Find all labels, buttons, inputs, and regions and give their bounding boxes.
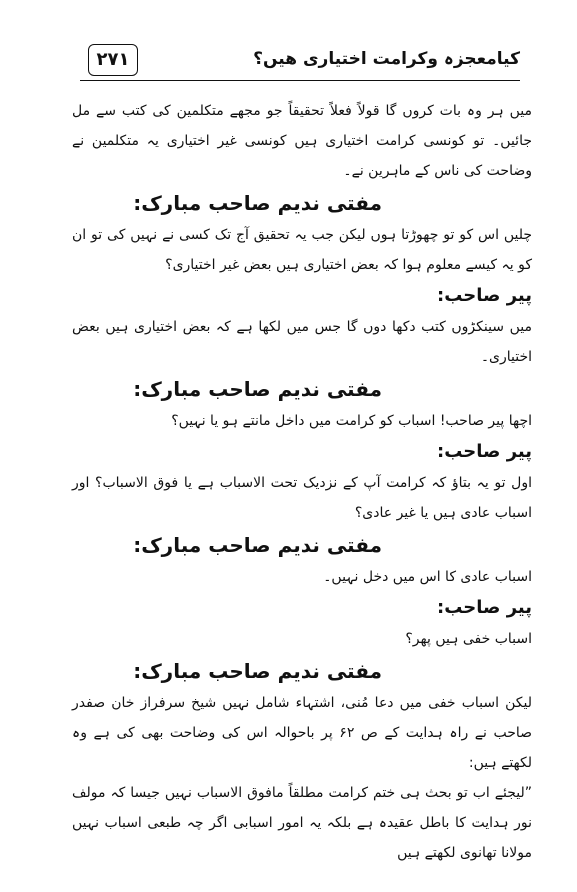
page-number: ۲۷۱ bbox=[88, 44, 138, 76]
speaker-heading: پیر صاحب: bbox=[437, 285, 532, 306]
speaker-heading: پیر صاحب: bbox=[437, 597, 532, 618]
speaker-heading: پیر صاحب: bbox=[437, 441, 532, 462]
page-body bbox=[72, 96, 532, 868]
paragraph: اسباب عادی کا اس میں دخل نہیں۔ bbox=[323, 569, 532, 585]
paragraph: میں ہر وہ بات کروں گا قولاً فعلاً تحقیقاً جو مجھے متکلمین کی کتب سے مل جائیں۔ تو کونسی کرامت اختیاری ہیں کونسی غیر اختیاری یہ متکلمین نے وضاحت کی ناس کے ماہرین نے۔ bbox=[72, 103, 532, 179]
page-header bbox=[80, 38, 520, 90]
running-title: کیامعجزہ وکرامت اختیاری ھیں؟ bbox=[253, 49, 520, 69]
paragraph: اچھا پیر صاحب! اسباب کو کرامت میں داخل مانتے ہو یا نہیں؟ bbox=[171, 413, 532, 429]
quotation: ”لیجئے اب تو بحث ہی ختم کرامت مطلقاً مافوق الاسباب نہیں جیسا کہ مولف نور ہدایت کا باطل عقیدہ ہے بلکہ یہ امور اسبابی اگر چہ طبعی اسباب نہیں مولانا تھانوی لکھتے ہیں bbox=[72, 785, 532, 861]
paragraph: چلیں اس کو تو چھوڑتا ہوں لیکن جب یہ تحقیق آج تک کسی نے نہیں کی تو ان کو یہ کیسے معلوم ہوا کہ بعض اختیاری ہیں بعض غیر اختیاری؟ bbox=[72, 227, 532, 273]
paragraph: میں سینکڑوں کتب دکھا دوں گا جس میں لکھا ہے کہ بعض اختیاری ہیں بعض اختیاری۔ bbox=[72, 319, 532, 365]
speaker-heading: مفتی ندیم صاحب مبارک: bbox=[133, 533, 382, 557]
speaker-heading: مفتی ندیم صاحب مبارک: bbox=[133, 659, 382, 683]
speaker-heading: مفتی ندیم صاحب مبارک: bbox=[133, 191, 382, 215]
header-rule bbox=[80, 80, 520, 81]
paragraph: اول تو یہ بتاؤ کہ کرامت آپ کے نزدیک تحت الاسباب ہے یا فوق الاسباب؟ اور اسباب عادی ہیں یا غیر عادی؟ bbox=[72, 475, 532, 521]
paragraph: لیکن اسباب خفی میں دعا مُنی، اشتہاء شامل نہیں شیخ سرفراز خان صفدر صاحب نے راہ ہدایت کے ص ۶۲ پر باحوالہ اس کی وضاحت بھی کی ہے وہ لکھتے ہیں: bbox=[72, 695, 533, 771]
paragraph: اسباب خفی ہیں پھر؟ bbox=[405, 631, 532, 647]
speaker-heading: مفتی ندیم صاحب مبارک: bbox=[133, 377, 382, 401]
